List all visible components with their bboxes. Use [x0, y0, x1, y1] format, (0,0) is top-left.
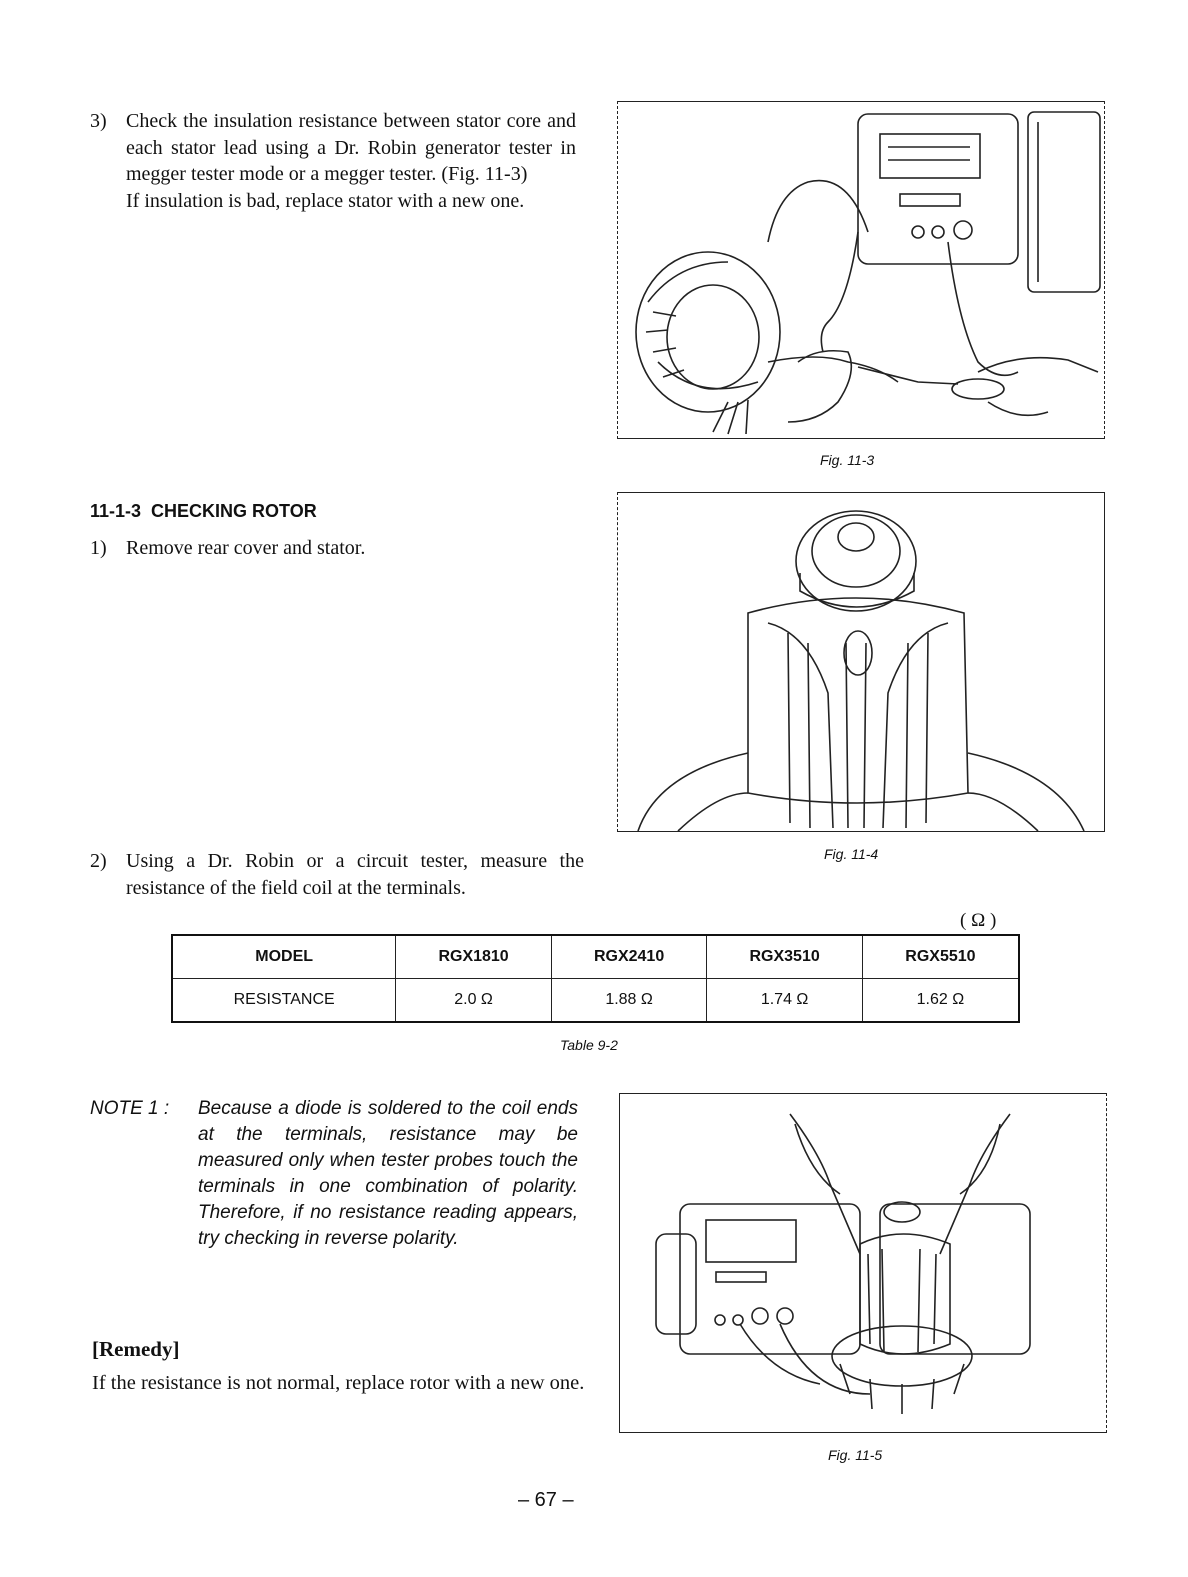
table-cell: 1.88 Ω — [551, 979, 707, 1023]
figure-11-3 — [617, 101, 1105, 439]
rotor-resistance-test-illustration — [620, 1094, 1106, 1432]
table-header: RGX1810 — [396, 935, 552, 979]
remedy-heading: [Remedy] — [92, 1337, 180, 1361]
figure-11-5-caption: Fig. 11-5 — [828, 1447, 883, 1463]
table-header: RGX2410 — [551, 935, 707, 979]
stator-megger-test-illustration — [618, 102, 1104, 438]
step-1-text: Remove rear cover and stator. — [126, 537, 366, 559]
figure-11-3-caption: Fig. 11-3 — [820, 452, 875, 468]
step-2-text: Using a Dr. Robin or a circuit tester, measure the resistance of the field coil at the terminals. — [126, 850, 584, 899]
step-number: 1) — [90, 537, 107, 559]
rotor-body — [860, 1234, 950, 1354]
table-header: RGX3510 — [707, 935, 863, 979]
table-row — [172, 979, 1019, 1023]
figure-11-4-caption: Fig. 11-4 — [824, 846, 879, 862]
remedy-text: If the resistance is not normal, replace rotor with a new one. — [92, 1372, 585, 1394]
row-label: RESISTANCE — [172, 979, 396, 1023]
table-caption: Table 9-2 — [560, 1037, 618, 1053]
tester-body — [858, 114, 1018, 264]
rotor-body — [748, 598, 968, 803]
note-1 — [90, 1096, 578, 1252]
step-number: 2) — [90, 850, 107, 872]
page-number: – 67 – — [518, 1489, 574, 1511]
table-cell: 1.74 Ω — [707, 979, 863, 1023]
note-label: NOTE 1 : — [90, 1098, 170, 1119]
section-heading: 11-1-3 CHECKING ROTOR — [90, 501, 317, 521]
table-unit: ( Ω ) — [960, 910, 997, 931]
table-cell: 1.62 Ω — [862, 979, 1019, 1023]
resistance-table — [171, 934, 1020, 1023]
note-text: Because a diode is soldered to the coil ends at the terminals, resistance may be measured only when tester probes touch the terminals in one combination of polarity. Therefore, if no resistance reading appears, try checking in reverse polarity. — [198, 1098, 578, 1249]
rotor-fan-base — [832, 1326, 972, 1386]
figure-11-5 — [619, 1093, 1107, 1433]
step-1 — [90, 535, 576, 562]
table-cell: 2.0 Ω — [396, 979, 552, 1023]
table-header: RGX5510 — [862, 935, 1019, 979]
step-3-remark: If insulation is bad, replace stator with a new one. — [126, 189, 525, 212]
tester-body — [680, 1204, 860, 1354]
tester-display — [706, 1220, 796, 1262]
step-2 — [90, 848, 584, 901]
tester-lid — [1028, 112, 1100, 292]
step-3 — [90, 108, 576, 214]
step-3-text: Check the insulation resistance between stator core and each stator lead using a Dr. Robin generator tester in megger tester mode or a megger tester. (Fig. 11-3) — [126, 110, 576, 185]
table-header: MODEL — [172, 935, 396, 979]
figure-11-4 — [617, 492, 1105, 832]
step-number: 3) — [90, 110, 107, 132]
tester-display — [880, 134, 980, 178]
rotor-illustration — [618, 493, 1104, 831]
table-header-row — [172, 935, 1019, 979]
